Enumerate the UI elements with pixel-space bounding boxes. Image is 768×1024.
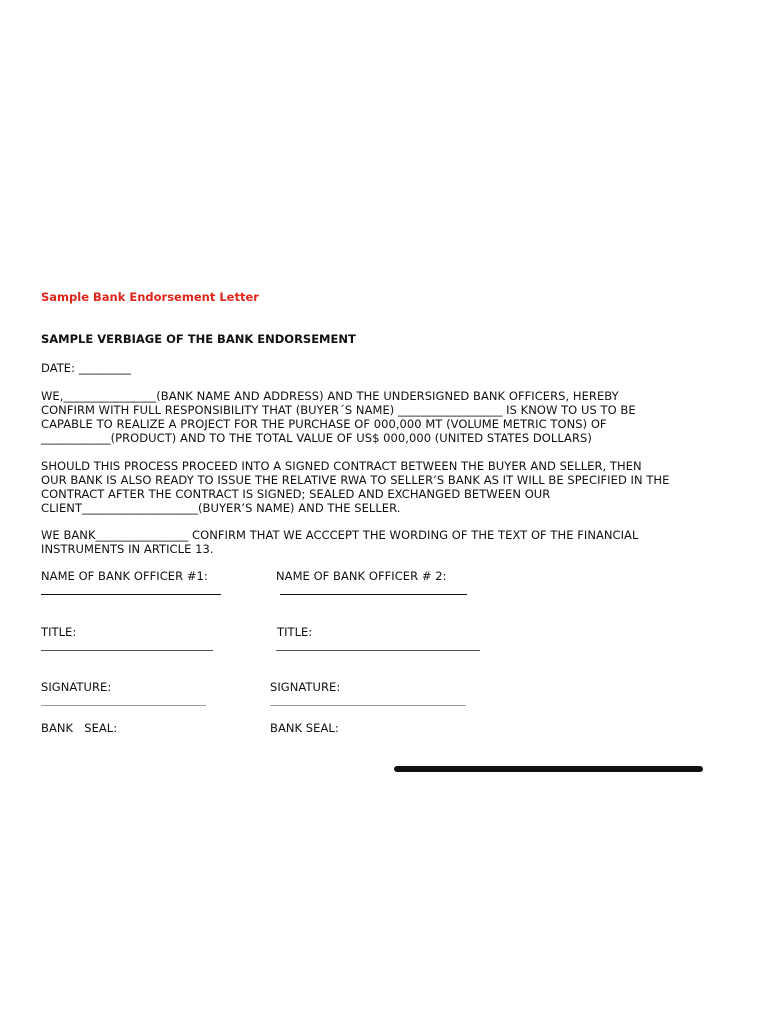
signature2-label: SIGNATURE: [270,680,341,694]
date-line: DATE: _________ [41,361,131,375]
officer2-name-line [280,594,467,595]
paragraph2-line1: SHOULD THIS PROCESS PROCEED INTO A SIGNED CONTRACT BETWEEN THE BUYER AND SELLER, THEN [41,459,642,473]
paragraph3-line1: WE BANK________________ CONFIRM THAT WE ACCCEPT THE WORDING OF THE TEXT OF THE FINANCIAL [41,528,639,542]
paragraph2-line2: OUR BANK IS ALSO READY TO ISSUE THE RELATIVE RWA TO SELLER’S BANK AS IT WILL BE SPECIFIED IN THE [41,473,670,487]
paragraph3-line2: INSTRUMENTS IN ARTICLE 13. [41,542,214,556]
seal2-label: BANK SEAL: [270,721,339,735]
title2-line [276,650,480,651]
officer1-name-line [41,594,221,595]
paragraph1-line3: CAPABLE TO REALIZE A PROJECT FOR THE PURCHASE OF 000,000 MT (VOLUME METRIC TONS) OF [41,417,607,431]
title1-line [41,650,213,651]
signature1-label: SIGNATURE: [41,680,112,694]
officer2-label: NAME OF BANK OFFICER # 2: [276,569,447,583]
seal1-label: BANK SEAL: [41,721,118,735]
paragraph1-line1: WE,________________(BANK NAME AND ADDRESS) AND THE UNDERSIGNED BANK OFFICERS, HEREBY [41,389,619,403]
paragraph2-line4: CLIENT____________________(BUYER’S NAME) AND THE SELLER. [41,501,401,515]
signature2-line [270,705,466,706]
divider-bar [394,766,703,772]
title1-label: TITLE: [41,625,77,639]
section-heading: SAMPLE VERBIAGE OF THE BANK ENDORSEMENT [41,332,356,346]
title2-label: TITLE: [277,625,313,639]
officer1-label: NAME OF BANK OFFICER #1: [41,569,208,583]
paragraph1-line4: ____________(PRODUCT) AND TO THE TOTAL VALUE OF US$ 000,000 (UNITED STATES DOLLARS) [41,431,592,445]
document-title: Sample Bank Endorsement Letter [41,290,259,304]
paragraph1-line2: CONFIRM WITH FULL RESPONSIBILITY THAT (BUYER´S NAME) __________________ IS KNOW TO US TO BE [41,403,636,417]
signature1-line [41,705,206,706]
paragraph2-line3: CONTRACT AFTER THE CONTRACT IS SIGNED; SEALED AND EXCHANGED BETWEEN OUR [41,487,551,501]
